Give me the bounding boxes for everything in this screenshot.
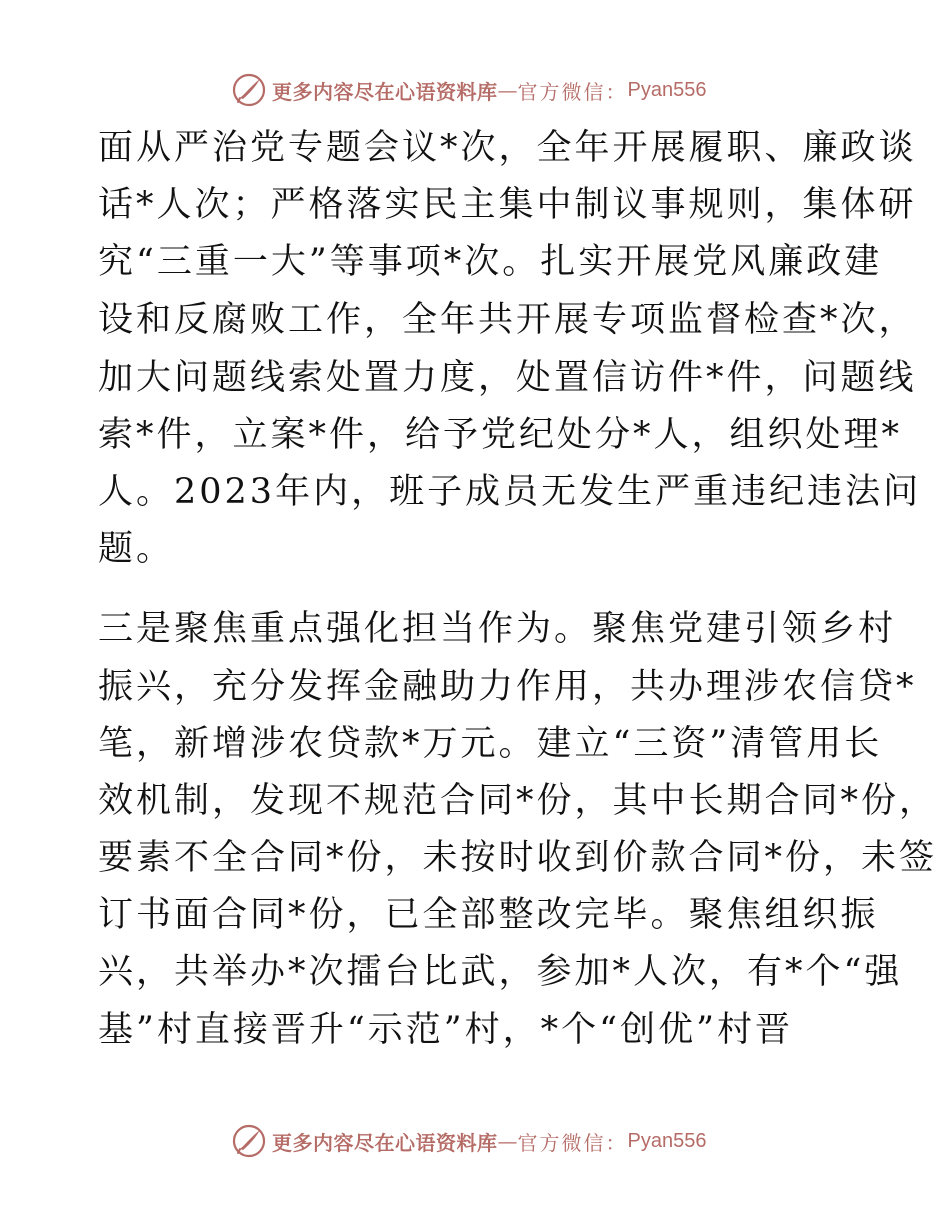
banner-dash: — xyxy=(497,1129,518,1153)
banner-official-label: 官方微信： xyxy=(517,79,628,104)
footer-banner xyxy=(232,1121,732,1161)
body-line: 面从严治党专题会议*次，全年开展履职、廉政谈 xyxy=(98,128,917,168)
body-line: 订书面合同*份，已全部整改完毕。聚焦组织振 xyxy=(98,895,879,935)
body-line: 话*人次；严格落实民主集中制议事规则，集体研 xyxy=(98,185,917,225)
body-line: 笔，新增涉农贷款*万元。建立“三资”清管用长 xyxy=(98,724,883,764)
banner-wechat-id: Pyan556 xyxy=(627,78,707,101)
body-line: 要素不全合同*份，未按时收到价款合同*份，未签 xyxy=(98,838,938,878)
body-line: 效机制，发现不规范合同*份，其中长期合同*份， xyxy=(98,781,938,821)
body-line: 兴，共举办*次擂台比武，参加*人次，有*个“强 xyxy=(98,952,903,992)
banner-wechat-id: Pyan556 xyxy=(627,1129,707,1152)
banner-brand-text: 更多内容尽在心语资料库 xyxy=(272,79,498,104)
body-line: 基”村直接晋升“示范”村，*个“创优”村晋 xyxy=(98,1010,793,1050)
body-line: 索*件，立案*件，给予党纪处分*人，组织处理* xyxy=(98,415,903,455)
body-line: 振兴，充分发挥金融助力作用，共办理涉农信贷* xyxy=(98,667,917,707)
quill-pen-logo-icon xyxy=(232,73,266,107)
quill-pen-logo-icon xyxy=(232,1124,266,1158)
banner-dash: — xyxy=(497,78,518,102)
body-line: 题。 xyxy=(98,529,175,569)
banner-brand-text: 更多内容尽在心语资料库 xyxy=(272,1130,498,1155)
header-banner xyxy=(232,70,732,110)
body-line: 设和反腐败工作，全年共开展专项监督检查*次， xyxy=(98,300,917,340)
body-line: 究“三重一大”等事项*次。扎实开展党风廉政建 xyxy=(98,242,883,282)
banner-official-label: 官方微信： xyxy=(517,1130,628,1155)
body-line: 人。2023年内，班子成员无发生严重违纪违法问 xyxy=(98,472,922,512)
body-line: 三是聚焦重点强化担当作为。聚焦党建引领乡村 xyxy=(98,609,897,649)
body-line: 加大问题线索处置力度，处置信访件*件，问题线 xyxy=(98,358,917,398)
